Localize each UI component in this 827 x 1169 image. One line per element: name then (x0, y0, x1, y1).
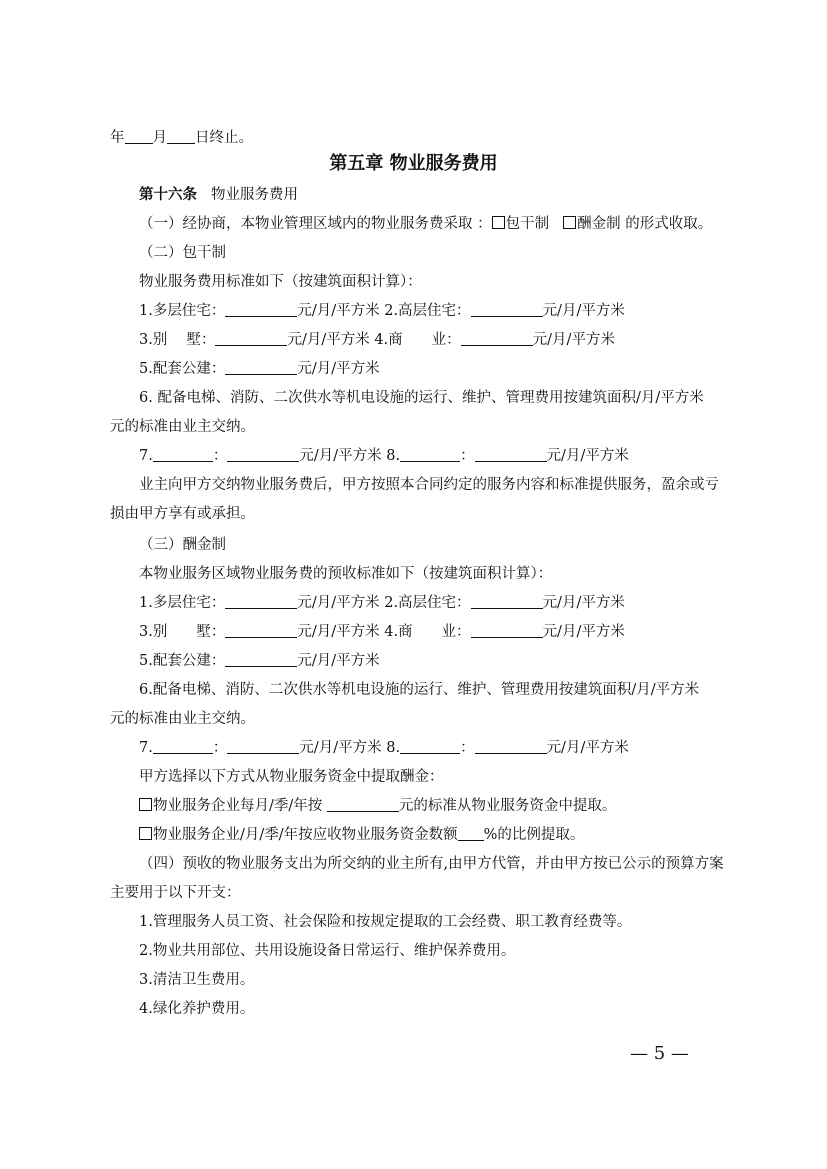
commission-option-1 (139, 796, 616, 816)
commission-label: 酬金制 (577, 216, 621, 232)
label: 元的标准从物业服务资金中提取。 (398, 798, 617, 814)
blank-item-8b[interactable] (400, 738, 460, 754)
lump-sum-intro: 物业服务费用标准如下（按建筑面积计算）： (139, 274, 422, 290)
lump-sum-note-b: 损由甲方享有或承担。 (110, 506, 255, 522)
label: ： (460, 740, 475, 756)
advance-fee-para-a: （四）预收的物业服务支出为所交纳的业主所有,由甲方代管，并由甲方按已公示的预算方案 (139, 856, 724, 872)
label: 元/月/平方米 (542, 303, 625, 319)
blank-villa[interactable] (215, 330, 287, 346)
text-day-end: 日终止。 (195, 130, 253, 146)
blank-item-7b[interactable] (153, 738, 213, 754)
commission-intro: 本物业服务区域物业服务费的预收标准如下（按建筑面积计算）： (139, 566, 553, 582)
blank-fixed-amount[interactable] (327, 796, 399, 812)
lump-sum-label: 包干制 (505, 216, 550, 232)
label: 元/月/平方米 (542, 595, 625, 611)
fee-mode-text: （一）经协商，本物业管理区域内的物业服务费采取 ： (139, 216, 492, 232)
blank-day[interactable] (167, 128, 195, 144)
label: 5.配套公建： (139, 361, 226, 377)
fixed-amount-checkbox[interactable] (139, 798, 152, 811)
term-end-line (110, 128, 253, 148)
blank-high-rise[interactable] (471, 301, 543, 317)
label: 3.别 墅： (139, 624, 226, 640)
lump-sum-line-1 (139, 301, 625, 321)
commission-line-5 (139, 651, 380, 671)
label: 1.多层住宅： (139, 595, 226, 611)
label: ： (212, 740, 228, 756)
blank-percentage[interactable] (458, 825, 484, 841)
advance-fee-para-b: 主要用于以下开支： (110, 885, 241, 901)
commission-line-7 (139, 738, 629, 758)
label: %的比例提取。 (483, 827, 585, 843)
expense-item-3: 3.清洁卫生费用。 (139, 972, 255, 988)
lump-sum-checkbox[interactable] (492, 216, 505, 229)
label: ： (460, 448, 475, 464)
blank-item-8[interactable] (400, 446, 460, 462)
label: 元/月/平方米 4.商 业： (297, 624, 471, 640)
expense-item-4: 4.绿化养护费用。 (139, 1001, 255, 1017)
label: 元/月/平方米 (532, 332, 615, 348)
label: 元/月/平方米 (297, 361, 380, 377)
article-16-heading (139, 185, 298, 205)
label: 3.别 墅： (139, 332, 216, 348)
blank-high-rise-2[interactable] (471, 593, 543, 609)
lump-sum-note-a: 业主向甲方交纳物业服务费后，甲方按照本合同约定的服务内容和标准提供服务，盈余或亏 (139, 477, 719, 493)
label: 元/月/平方米 (546, 448, 629, 464)
article-title: 物业服务费用 (211, 187, 298, 203)
label: 7. (139, 448, 153, 464)
label: 1.多层住宅： (139, 303, 226, 319)
blank-item-7-price[interactable] (227, 446, 299, 462)
label: 元/月/平方米 (542, 624, 625, 640)
label: 物业服务企业/月/季/年按应收物业服务资金数额 (153, 827, 458, 843)
label: ： (212, 448, 228, 464)
lump-sum-line-6a: 6. 配备电梯、消防、二次供水等机电设施的运行、维护、管理费用按建筑面积/月/平方米 (139, 390, 704, 406)
commission-choice: 甲方选择以下方式从物业服务资金中提取酬金： (139, 769, 444, 785)
lump-sum-line-7 (139, 446, 629, 466)
blank-multi-storey-2[interactable] (225, 593, 297, 609)
lump-sum-heading: （二）包干制 (139, 245, 226, 261)
label: 物业服务企业每月/季/年按 (153, 798, 327, 814)
lump-sum-line-6b: 元的标准由业主交纳。 (110, 419, 255, 435)
commission-line-3 (139, 622, 625, 642)
label: 元/月/平方米 2.高层住宅： (297, 303, 471, 319)
blank-item-8b-price[interactable] (475, 738, 547, 754)
expense-item-1: 1.管理服务人员工资、社会保险和按规定提取的工会经费、职工教育经费等。 (139, 914, 632, 930)
blank-item-7b-price[interactable] (227, 738, 299, 754)
blank-public-2[interactable] (225, 651, 297, 667)
blank-public[interactable] (225, 359, 297, 375)
page-number: — 5 — (630, 1043, 689, 1064)
text-month: 月 (152, 130, 167, 146)
blank-commercial[interactable] (461, 330, 533, 346)
commission-line-6b: 元的标准由业主交纳。 (110, 711, 255, 727)
label: 元/月/平方米 2.高层住宅： (297, 595, 471, 611)
label: 元/月/平方米 (297, 653, 380, 669)
text-year: 年 (110, 130, 125, 146)
blank-commercial-2[interactable] (471, 622, 543, 638)
lump-sum-line-3 (139, 330, 615, 350)
label: 7. (139, 740, 153, 756)
commission-line-6a: 6.配备电梯、消防、二次供水等机电设施的运行、维护、管理费用按建筑面积/月/平方米 (139, 682, 700, 698)
lump-sum-line-5 (139, 359, 380, 379)
expense-item-2: 2.物业共用部位、共用设施设备日常运行、维护保养费用。 (139, 943, 516, 959)
fee-mode-tail: 的形式收取。 (620, 216, 713, 232)
blank-multi-storey[interactable] (225, 301, 297, 317)
blank-item-7[interactable] (153, 446, 213, 462)
commission-option-2 (139, 825, 584, 845)
blank-villa-2[interactable] (225, 622, 297, 638)
label: 5.配套公建： (139, 653, 226, 669)
percentage-checkbox[interactable] (139, 827, 152, 840)
label: 元/月/平方米 8. (299, 448, 401, 464)
label: 元/月/平方米 (546, 740, 629, 756)
label: 元/月/平方米 4.商 业： (287, 332, 461, 348)
chapter-title: 第五章 物业服务费用 (329, 153, 498, 174)
commission-line-1 (139, 593, 625, 613)
commission-checkbox[interactable] (563, 216, 576, 229)
commission-heading: （三）酬金制 (139, 537, 226, 553)
article-number: 第十六条 (139, 187, 197, 203)
blank-item-8-price[interactable] (475, 446, 547, 462)
blank-month[interactable] (125, 128, 153, 144)
label: 元/月/平方米 8. (299, 740, 401, 756)
fee-mode-line (139, 214, 712, 234)
